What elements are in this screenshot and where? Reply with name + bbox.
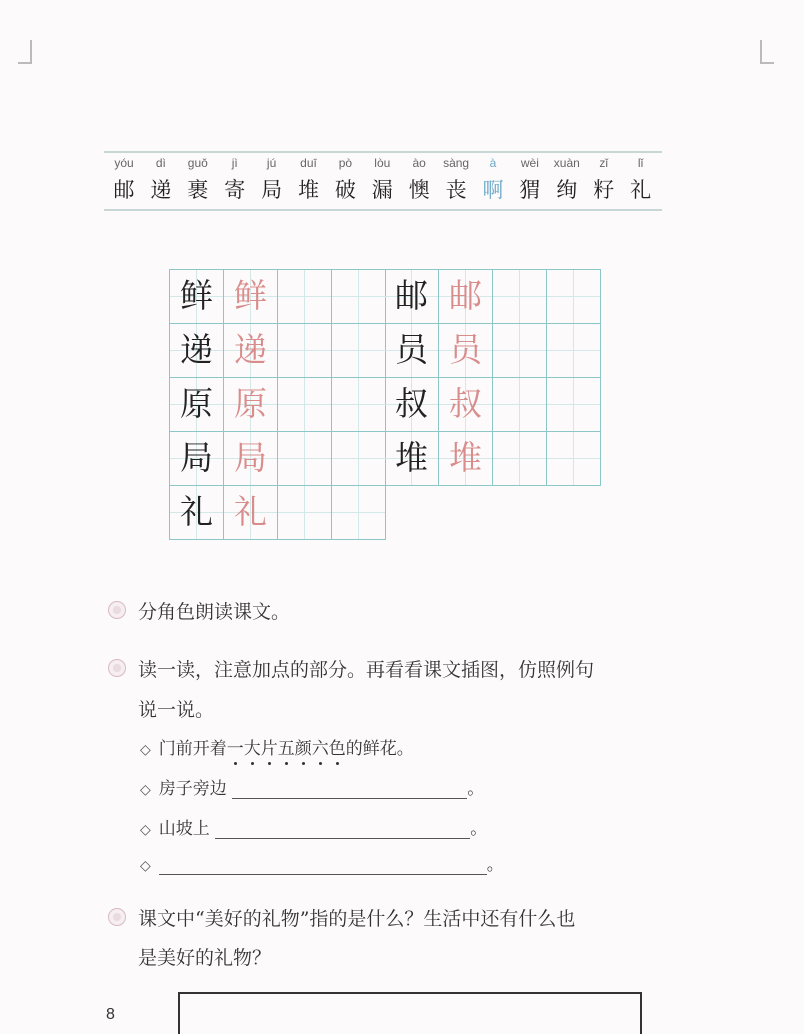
practice-cell[interactable]	[493, 378, 547, 432]
pinyin: lòu	[374, 156, 391, 170]
diamond-icon: ◇	[140, 822, 151, 838]
character: 绚	[556, 178, 578, 202]
practice-cell[interactable]	[278, 324, 332, 378]
character: 裹	[187, 178, 209, 202]
character: 递	[150, 178, 172, 202]
practice-cell[interactable]	[332, 324, 386, 378]
model-character: 递	[170, 324, 224, 378]
character: 破	[334, 178, 356, 202]
practice-cell[interactable]	[332, 486, 386, 540]
diamond-icon: ◇	[140, 742, 151, 758]
character: 懊	[408, 178, 430, 202]
practice-cell[interactable]	[547, 432, 601, 486]
pinyin: duī	[300, 156, 317, 170]
exercise-1: 分角色朗读课文。	[138, 601, 291, 623]
pinyin: dì	[155, 156, 166, 170]
exercise-bullet-icon	[108, 659, 126, 677]
practice-cell[interactable]	[332, 378, 386, 432]
pinyin: pò	[338, 156, 353, 170]
exercise-bullet-icon	[108, 908, 126, 926]
crop-mark	[30, 40, 32, 62]
practice-cell[interactable]	[278, 378, 332, 432]
next-section-box	[178, 992, 642, 1034]
trace-character: 堆	[439, 432, 493, 486]
diamond-icon: ◇	[140, 782, 151, 798]
practice-cell[interactable]	[493, 324, 547, 378]
pinyin: zǐ	[599, 156, 609, 170]
exercise-2-line1: 读一读，注意加点的部分。再看看课文插图，仿照例句	[138, 659, 595, 681]
character: 寄	[224, 178, 246, 202]
emphasized-character: 色	[328, 739, 346, 759]
pinyin: wèi	[520, 156, 539, 170]
pinyin: à	[489, 156, 497, 170]
practice-cell[interactable]	[493, 432, 547, 486]
exercise-3-line2: 是美好的礼物？	[138, 947, 272, 969]
practice-cell[interactable]	[547, 324, 601, 378]
crop-mark	[760, 40, 762, 62]
character: 礼	[630, 178, 652, 202]
practice-cell[interactable]	[332, 432, 386, 486]
emphasized-character: 五	[277, 739, 295, 759]
writing-grid-left	[169, 269, 386, 540]
answer-blank[interactable]	[215, 820, 470, 839]
practice-cell[interactable]	[493, 270, 547, 324]
model-character: 叔	[385, 378, 439, 432]
fill-item-2: ◇ 山坡上 。	[140, 819, 488, 839]
model-character: 局	[170, 432, 224, 486]
answer-blank[interactable]	[232, 780, 467, 799]
fill-item-3: ◇ 。	[140, 855, 504, 875]
trace-character: 鲜	[224, 270, 278, 324]
pinyin: jì	[231, 156, 238, 170]
practice-cell[interactable]	[547, 270, 601, 324]
pinyin: yóu	[114, 156, 134, 170]
pinyin: lǐ	[637, 156, 644, 170]
crop-mark	[18, 62, 32, 64]
page-number: 8	[106, 1006, 115, 1023]
character: 丧	[445, 178, 467, 202]
character: 猬	[519, 178, 541, 202]
trace-character: 邮	[439, 270, 493, 324]
pinyin: jú	[266, 156, 277, 170]
emphasized-character: 片	[260, 739, 278, 759]
model-character: 邮	[385, 270, 439, 324]
answer-blank[interactable]	[159, 856, 487, 875]
character: 籽	[593, 178, 615, 202]
model-character: 礼	[170, 486, 224, 540]
emphasized-character: 一	[226, 739, 244, 759]
exercise-bullet-icon	[108, 601, 126, 619]
pinyin-top-rule	[104, 151, 662, 153]
pinyin: guǒ	[187, 156, 208, 170]
example-sentence: ◇ 门前开着一大片五颜六色的鲜花。	[140, 739, 414, 759]
practice-cell[interactable]	[332, 270, 386, 324]
trace-character: 递	[224, 324, 278, 378]
model-character: 员	[385, 324, 439, 378]
emphasized-character: 颜	[294, 739, 312, 759]
trace-character: 礼	[224, 486, 278, 540]
emphasized-character: 六	[311, 739, 329, 759]
character: 局	[261, 178, 283, 202]
character: 漏	[371, 178, 393, 202]
pinyin: ào	[412, 156, 426, 170]
practice-cell[interactable]	[278, 270, 332, 324]
emphasized-character: 大	[243, 739, 261, 759]
trace-character: 员	[439, 324, 493, 378]
trace-character: 原	[224, 378, 278, 432]
writing-grid-right	[385, 269, 601, 486]
diamond-icon: ◇	[140, 858, 151, 874]
character: 邮	[113, 178, 135, 202]
exercise-2-line2: 说一说。	[138, 699, 215, 721]
trace-character: 叔	[439, 378, 493, 432]
practice-cell[interactable]	[278, 486, 332, 540]
character: 堆	[298, 178, 319, 202]
emphasized-words	[227, 739, 346, 759]
model-character: 堆	[385, 432, 439, 486]
crop-mark	[760, 62, 774, 64]
practice-cell[interactable]	[547, 378, 601, 432]
character: 啊	[482, 178, 504, 202]
practice-cell[interactable]	[278, 432, 332, 486]
pinyin: sàng	[443, 156, 470, 170]
pinyin: xuàn	[553, 156, 580, 170]
model-character: 鲜	[170, 270, 224, 324]
model-character: 原	[170, 378, 224, 432]
fill-item-1: ◇ 房子旁边 。	[140, 779, 485, 799]
exercise-3-line1: 课文中“美好的礼物”指的是什么？生活中还有什么也	[138, 908, 576, 930]
trace-character: 局	[224, 432, 278, 486]
pinyin-bottom-rule	[104, 209, 662, 211]
